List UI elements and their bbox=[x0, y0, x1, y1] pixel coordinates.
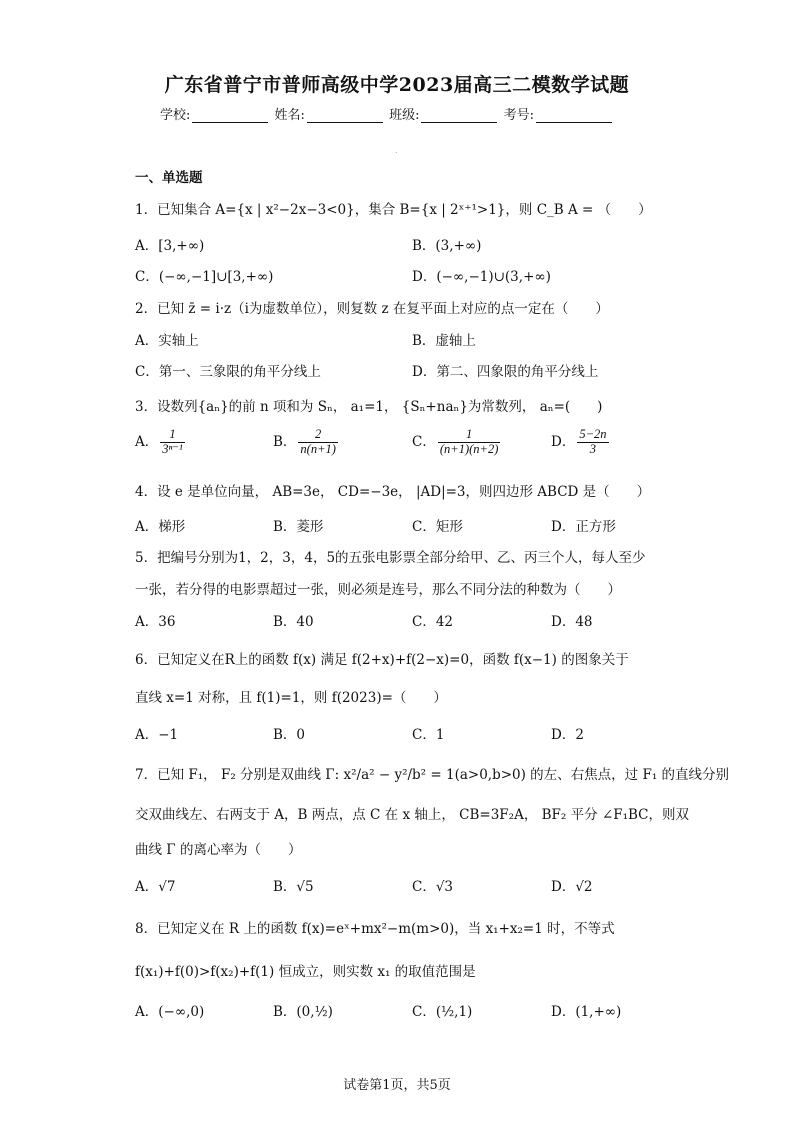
question-1-stem: 1．已知集合 A={x | x²−2x−3<0}，集合 B={x | 2ˣ⁺¹>1}，则 C_B A = （ ） bbox=[135, 202, 652, 218]
q6-option-d: D．2 bbox=[551, 727, 584, 743]
q5-option-d: D．48 bbox=[551, 614, 593, 630]
q2-option-a: A．实轴上 bbox=[135, 333, 199, 349]
q4-option-b: B．菱形 bbox=[273, 519, 324, 535]
q7-option-b: B．√5 bbox=[273, 879, 314, 895]
q3-option-d-label: D． bbox=[551, 433, 576, 450]
number-blank bbox=[536, 108, 612, 123]
decorative-dot: . bbox=[395, 146, 398, 155]
q3-b-den: n(n+1) bbox=[300, 441, 336, 456]
q3-a-den: 3ⁿ⁻¹ bbox=[162, 441, 183, 456]
q3-option-b-label: B． bbox=[273, 433, 297, 450]
q2-option-c: C．第一、三象限的角平分线上 bbox=[135, 364, 321, 380]
question-6-line-1: 6．已知定义在R上的函数 f(x) 满足 f(2+x)+f(2−x)=0，函数 f(x−1) 的图象关于 bbox=[135, 652, 629, 668]
q5-option-c: C．42 bbox=[412, 614, 454, 630]
q2-option-b: B．虚轴上 bbox=[412, 333, 476, 349]
q4-option-c: C．矩形 bbox=[412, 519, 463, 535]
student-info-line bbox=[160, 104, 614, 123]
q3-b-num: 2 bbox=[298, 428, 338, 443]
question-4-stem: 4．设 e 是单位向量， AB=3e， CD=−3e， |AD|=3，则四边形 ABCD 是（ ） bbox=[135, 484, 651, 500]
q6-option-c: C．1 bbox=[412, 727, 445, 743]
q3-option-a-label: A． bbox=[135, 433, 159, 450]
q3-a-num: 1 bbox=[160, 428, 185, 443]
question-5-line-1: 5．把编号分别为1，2，3，4，5的五张电影票全部分给甲、乙、丙三个人，每人至少 bbox=[135, 550, 646, 566]
class-blank bbox=[421, 108, 497, 123]
q3-c-fraction bbox=[438, 428, 501, 457]
number-label: 考号: bbox=[503, 108, 534, 123]
q3-a-fraction bbox=[160, 428, 185, 457]
q1-option-d: D．(−∞,−1)∪(3,+∞) bbox=[412, 269, 551, 285]
question-6-line-2: 直线 x=1 对称，且 f(1)=1，则 f(2023)=（ ） bbox=[135, 690, 447, 706]
q6-option-a: A．−1 bbox=[135, 727, 179, 743]
q3-d-fraction bbox=[577, 428, 608, 457]
q8-option-b: B．(0,½) bbox=[273, 1004, 333, 1020]
q3-option-c bbox=[412, 428, 502, 457]
q3-option-c-label: C． bbox=[412, 433, 436, 450]
q4-option-a: A．梯形 bbox=[135, 519, 186, 535]
q7-option-c: C．√3 bbox=[412, 879, 454, 895]
q8-option-a: A．(−∞,0) bbox=[135, 1004, 205, 1020]
q6-option-b: B．0 bbox=[273, 727, 306, 743]
question-5-line-2: 一张，若分得的电影票超过一张，则必须是连号，那么不同分法的种数为（ ） bbox=[135, 582, 621, 598]
q1-option-c: C．(−∞,−1]∪[3,+∞) bbox=[135, 269, 274, 285]
question-7-line-3: 曲线 Γ 的离心率为（ ） bbox=[135, 842, 302, 858]
q3-option-a bbox=[135, 428, 187, 457]
q3-b-fraction bbox=[298, 428, 338, 457]
q1-option-b: B．(3,+∞) bbox=[412, 238, 482, 254]
q7-option-a: A．√7 bbox=[135, 879, 176, 895]
question-3-stem: 3．设数列{aₙ}的前 n 项和为 Sₙ， a₁=1， {Sₙ+naₙ}为常数列， aₙ=( ) bbox=[135, 399, 603, 415]
school-blank bbox=[192, 108, 268, 123]
page-footer: 试卷第1页，共5页 bbox=[343, 1078, 451, 1093]
question-8-line-2: f(x₁)+f(0)>f(x₂)+f(1) 恒成立，则实数 x₁ 的取值范围是 bbox=[135, 964, 476, 980]
q1-option-a: A．[3,+∞) bbox=[135, 238, 205, 254]
q7-option-d: D．√2 bbox=[551, 879, 593, 895]
q8-option-c: C．(½,1) bbox=[412, 1004, 473, 1020]
question-8-line-1: 8．已知定义在 R 上的函数 f(x)=eˣ+mx²−m(m>0)，当 x₁+x₂=1 时，不等式 bbox=[135, 921, 615, 937]
school-label: 学校: bbox=[160, 108, 191, 123]
section-heading: 一、单选题 bbox=[135, 170, 203, 186]
page-title: 广东省普宁市普师高级中学2023届高三二模数学试题 bbox=[164, 74, 630, 96]
q5-option-a: A．36 bbox=[135, 614, 176, 630]
q8-option-d: D．(1,+∞) bbox=[551, 1004, 622, 1020]
name-label: 姓名: bbox=[274, 108, 305, 123]
q3-c-den: (n+1)(n+2) bbox=[439, 441, 499, 456]
name-blank bbox=[307, 108, 383, 123]
class-label: 班级: bbox=[389, 108, 420, 123]
q3-d-num: 5−2n bbox=[579, 427, 607, 441]
q3-d-den: 3 bbox=[589, 441, 597, 456]
q2-option-d: D．第二、四象限的角平分线上 bbox=[412, 364, 599, 380]
q5-option-b: B．40 bbox=[273, 614, 314, 630]
question-7-line-1: 7．已知 F₁， F₂ 分别是双曲线 Γ: x²/a² − y²/b² = 1(a>0,b>0) 的左、右焦点，过 F₁ 的直线分别 bbox=[135, 767, 730, 783]
q3-option-b bbox=[273, 428, 340, 457]
question-2-stem: 2．已知 z̄ = i·z（i为虚数单位），则复数 z 在复平面上对应的点一定在（ ） bbox=[135, 301, 609, 317]
q3-c-num: 1 bbox=[438, 428, 501, 443]
q3-option-d bbox=[551, 428, 611, 457]
question-7-line-2: 交双曲线左、右两支于 A，B 两点，点 C 在 x 轴上， CB=3F₂A， BF₂ 平分 ∠F₁BC，则双 bbox=[135, 807, 689, 823]
q4-option-d: D．正方形 bbox=[551, 519, 616, 535]
